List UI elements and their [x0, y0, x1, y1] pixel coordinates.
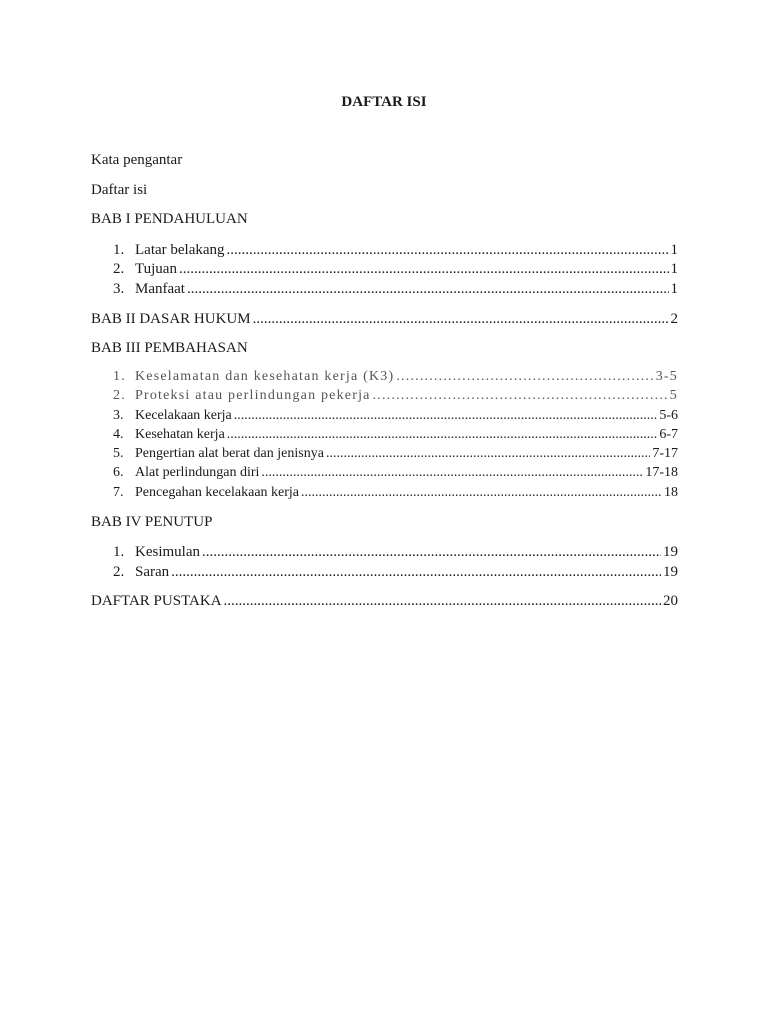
- toc-bab1-heading: BAB I PENDAHULUAN: [91, 211, 248, 227]
- item-number: 5.: [113, 446, 124, 461]
- dot-leader: [301, 483, 662, 502]
- item-page: 19: [663, 564, 678, 580]
- item-page: 5: [669, 388, 678, 403]
- item-number: 1.: [113, 369, 126, 384]
- item-label: Pencegahan kecelakaan kerja: [135, 485, 300, 500]
- item-number: 2.: [113, 261, 125, 277]
- dot-leader: [227, 425, 658, 444]
- dot-leader: [261, 463, 643, 482]
- toc-daftar-pustaka: [91, 591, 678, 611]
- dot-leader: [171, 562, 661, 582]
- item-page: 18: [664, 485, 678, 500]
- item-page: 2: [670, 311, 678, 327]
- item-label: Pengertian alat berat dan jenisnya: [135, 446, 324, 461]
- toc-item: [113, 386, 678, 406]
- item-label: Manfaat: [135, 281, 185, 297]
- item-label: DAFTAR PUSTAKA: [91, 593, 222, 609]
- toc-item: [113, 425, 678, 444]
- item-number: 2.: [113, 564, 125, 580]
- dot-leader: [326, 444, 650, 463]
- item-number: 7.: [113, 485, 124, 500]
- dot-leader: [373, 386, 668, 406]
- dot-leader: [179, 259, 669, 279]
- item-page: 1: [670, 261, 678, 277]
- dot-leader: [234, 406, 658, 425]
- toc-bab2: [91, 309, 678, 329]
- item-label: Alat perlindungan diri: [135, 465, 260, 480]
- item-page: 20: [663, 593, 678, 609]
- toc-item: [113, 542, 678, 562]
- toc-bab3-heading: BAB III PEMBAHASAN: [91, 340, 248, 356]
- item-label: Proteksi atau perlindungan pekerja: [135, 388, 371, 403]
- item-label: Kesimulan: [135, 544, 200, 560]
- item-page: 6-7: [659, 427, 678, 442]
- item-label: Tujuan: [135, 261, 177, 277]
- dot-leader: [187, 279, 669, 299]
- item-label: Kesehatan kerja: [135, 427, 225, 442]
- item-page: 1: [670, 281, 678, 297]
- item-page: 7-17: [652, 446, 678, 461]
- toc-item: [113, 483, 678, 502]
- toc-item: [113, 444, 678, 463]
- toc-item: [113, 463, 678, 482]
- item-page: 5-6: [659, 408, 678, 423]
- item-number: 3.: [113, 281, 125, 297]
- item-number: 3.: [113, 408, 124, 423]
- toc-kata-pengantar: Kata pengantar: [91, 152, 183, 168]
- item-label: Saran: [135, 564, 170, 580]
- toc-item: [113, 406, 678, 425]
- dot-leader: [224, 591, 661, 611]
- dot-leader: [202, 542, 661, 562]
- toc-item: [113, 259, 678, 279]
- item-page: 19: [663, 544, 678, 560]
- dot-leader: [227, 240, 669, 260]
- item-number: 1.: [113, 242, 125, 258]
- item-label: Latar belakang: [135, 242, 225, 258]
- dot-leader: [253, 309, 669, 329]
- toc-item: [113, 279, 678, 299]
- item-label: Keselamatan dan kesehatan kerja (K3): [135, 369, 395, 384]
- toc-item: [113, 367, 678, 387]
- item-number: 1.: [113, 544, 125, 560]
- item-page: 1: [670, 242, 678, 258]
- item-label: Kecelakaan kerja: [135, 408, 232, 423]
- item-number: 6.: [113, 465, 124, 480]
- item-page: 17-18: [645, 465, 678, 480]
- toc-item: [113, 562, 678, 582]
- item-number: 4.: [113, 427, 124, 442]
- toc-bab4-heading: BAB IV PENUTUP: [91, 514, 213, 530]
- item-page: 3-5: [655, 369, 678, 384]
- page-title: DAFTAR ISI: [341, 94, 427, 110]
- toc-item: [113, 240, 678, 260]
- item-label: BAB II DASAR HUKUM: [91, 311, 251, 327]
- item-number: 2.: [113, 388, 126, 403]
- dot-leader: [396, 367, 653, 387]
- toc-daftar-isi: Daftar isi: [91, 182, 148, 198]
